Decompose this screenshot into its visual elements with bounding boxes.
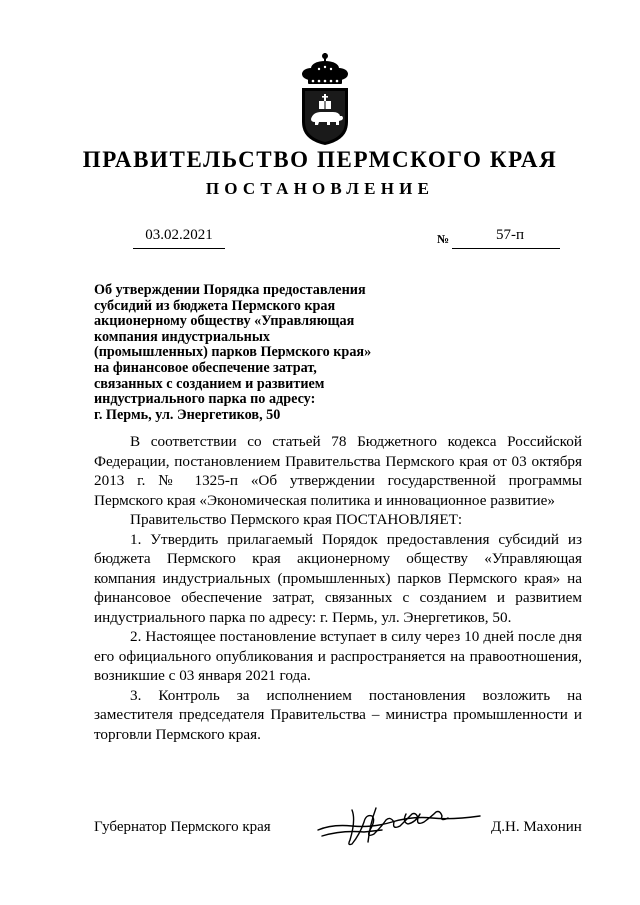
document-subject	[94, 283, 404, 423]
document-body	[94, 432, 582, 744]
document-number-field	[452, 224, 560, 249]
number-label: №	[437, 232, 450, 246]
document-number: 57-п	[495, 227, 525, 243]
handwritten-signature	[312, 800, 482, 850]
subject-line: на финансовое обеспечение затрат,	[94, 359, 317, 376]
item-1-paragraph: 1. Утвердить прилагаемый Порядок предоставления субсидий из бюджета Пермского края акционерному обществу «Управляющая компания индустриальных (промышленных) парков Пермского края» на финансовое обеспечение затрат, связанных с созданием и развитием индустриального парка по адресу: г. Пермь, ул. Энергетиков, 50.	[94, 530, 582, 626]
document-date-field	[133, 224, 225, 249]
government-title: ПРАВИТЕЛЬСТВО ПЕРМСКОГО КРАЯ	[82, 147, 558, 172]
subject-line: г. Пермь, ул. Энергетиков, 50	[94, 406, 281, 423]
subject-line: индустриального парка по адресу:	[94, 391, 316, 408]
subject-line: (промышленных) парков Пермского края»	[94, 344, 372, 361]
subject-line: Об утверждении Порядка предоставления	[94, 282, 366, 298]
perm-krai-coat-of-arms-icon	[299, 52, 351, 146]
subject-line: акционерному обществу «Управляющая	[94, 313, 355, 330]
subject-line: связанных с созданием и развитием	[94, 375, 325, 392]
signer-name: Д.Н. Махонин	[491, 819, 582, 835]
signer-position: Губернатор Пермского края	[94, 819, 271, 835]
subject-line: субсидий из бюджета Пермского края	[94, 297, 336, 314]
item-2-paragraph: 2. Настоящее постановление вступает в силу через 10 дней после дня его официального опубликования и распространяется на правоотношения, возникшие с 03 января 2021 года.	[94, 628, 582, 684]
document-date: 03.02.2021	[145, 227, 213, 243]
subject-line: компания индустриальных	[94, 328, 271, 345]
preamble-paragraph: В соответствии со статьей 78 Бюджетного кодекса Российской Федерации, постановлением Правительства Пермского края от 03 октября 2013 г. № 1325-п «Об утверждении государственной программы Пермского края «Экономическая политика и инновационное развитие»	[94, 433, 582, 509]
item-3-paragraph: 3. Контроль за исполнением постановления возложить на заместителя председателя Правительства – министра промышленности и торговли Пермского края.	[94, 686, 582, 743]
document-type: ПОСТАНОВЛЕНИЕ	[205, 179, 435, 198]
resolution-statement: Правительство Пермского края ПОСТАНОВЛЯЕТ:	[130, 511, 463, 528]
